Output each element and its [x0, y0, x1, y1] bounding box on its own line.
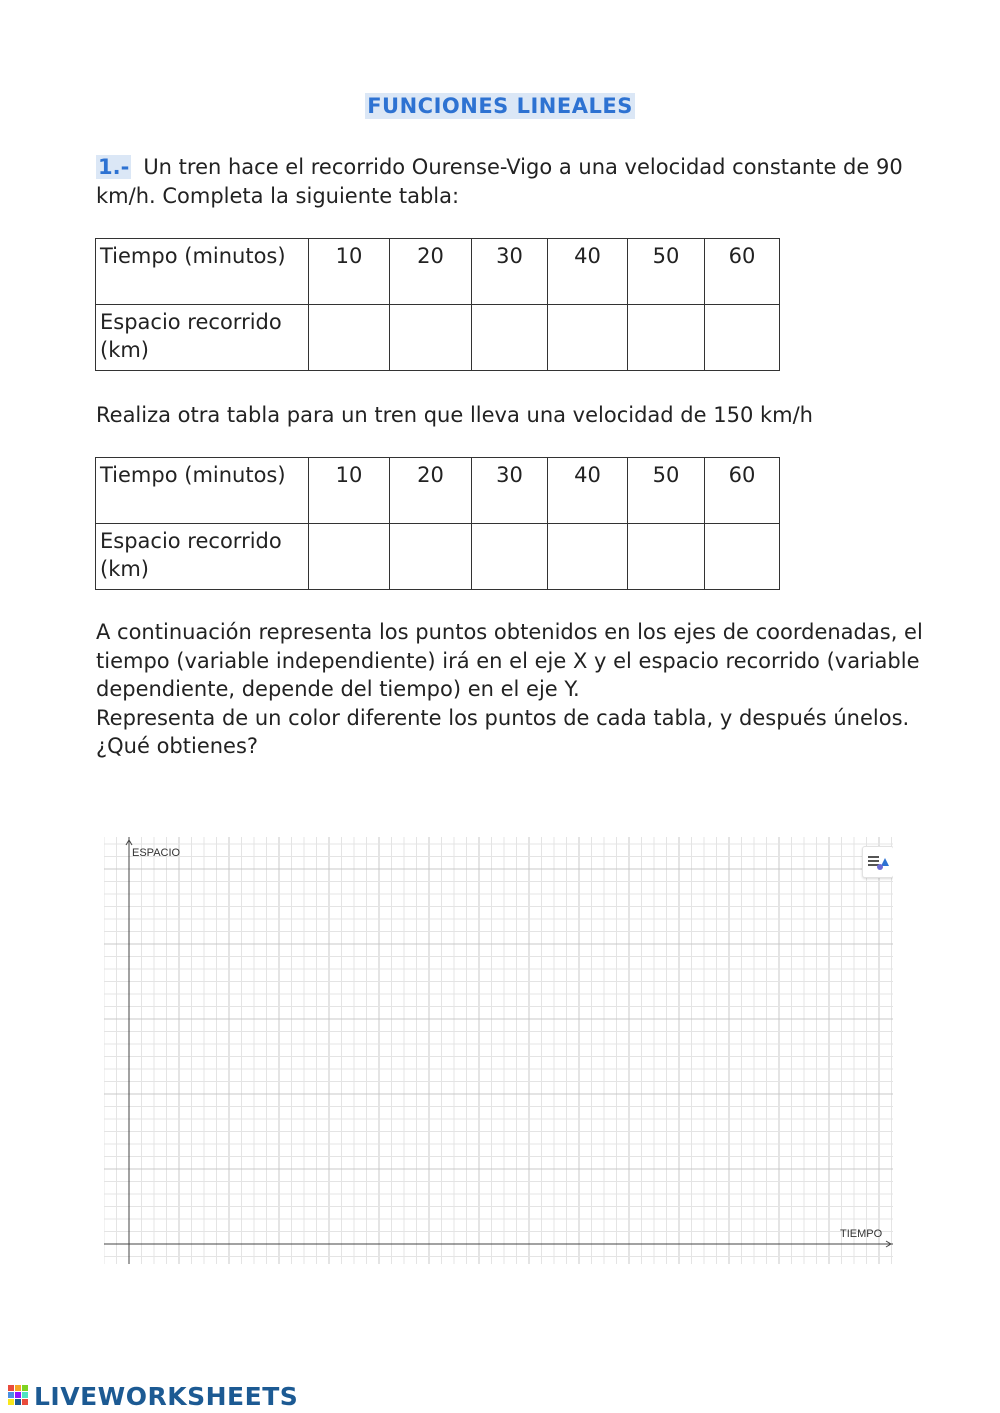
x-axis-label: TIEMPO — [840, 1228, 883, 1240]
exercise-intro-text: Un tren hace el recorrido Ourense-Vigo a una velocidad constante de 90 km/h. Completa la siguiente tabla: — [96, 155, 903, 208]
table2-distance-input[interactable] — [472, 524, 548, 590]
page-title — [0, 94, 1000, 118]
table1-time-cell: 30 — [472, 239, 548, 305]
table2-time-cell: 50 — [628, 458, 705, 524]
exercise-number: 1.- — [98, 155, 130, 179]
table2-time-cell: 20 — [390, 458, 472, 524]
table2-distance-header: Espacio recorrido (km) — [96, 524, 309, 590]
instructions-plot: Representa de un color diferente los puntos de cada tabla, y después únelos. ¿Qué obtienes? — [96, 705, 910, 758]
table1-time-header: Tiempo (minutos) — [96, 239, 309, 305]
graph-style-button[interactable] — [862, 846, 893, 878]
table2-time-cell: 30 — [472, 458, 548, 524]
table1-time-cell: 60 — [705, 239, 780, 305]
y-axis-label: ESPACIO — [132, 847, 181, 859]
table1-time-cell: 20 — [390, 239, 472, 305]
table2-distance-input[interactable] — [309, 524, 390, 590]
table1-time-cell: 10 — [309, 239, 390, 305]
table2-time-cell: 10 — [309, 458, 390, 524]
table2-distance-input[interactable] — [705, 524, 780, 590]
instructions-paragraph — [96, 618, 926, 761]
exercise-intro — [96, 153, 926, 210]
table2-distance-input[interactable] — [390, 524, 472, 590]
table1-distance-input[interactable] — [309, 305, 390, 371]
table1-distance-input[interactable] — [548, 305, 628, 371]
footer-brand: LIVEWORKSHEETS — [34, 1381, 299, 1411]
liveworksheets-logo-icon — [8, 1385, 30, 1407]
table2-distance-input[interactable] — [628, 524, 705, 590]
graph-grid[interactable] — [104, 837, 893, 1264]
table1-distance-input[interactable] — [705, 305, 780, 371]
page-title-text: FUNCIONES LINEALES — [367, 94, 633, 118]
table1-time-cell: 50 — [628, 239, 705, 305]
table1-distance-input[interactable] — [472, 305, 548, 371]
speed-table-90 — [95, 238, 780, 371]
second-prompt: Realiza otra tabla para un tren que lleva una velocidad de 150 km/h — [96, 403, 813, 427]
speed-table-150 — [95, 457, 780, 590]
table1-distance-header: Espacio recorrido (km) — [96, 305, 309, 371]
table2-time-header: Tiempo (minutos) — [96, 458, 309, 524]
table1-distance-input[interactable] — [628, 305, 705, 371]
footer — [8, 1381, 298, 1411]
graph-style-icon — [863, 847, 893, 877]
table2-time-cell: 60 — [705, 458, 780, 524]
table1-distance-input[interactable] — [390, 305, 472, 371]
table1-time-cell: 40 — [548, 239, 628, 305]
coordinate-graph[interactable] — [104, 837, 893, 1264]
instructions-axes: A continuación representa los puntos obtenidos en los ejes de coordenadas, el tiempo (variable independiente) irá en el eje X y el espacio recorrido (variable dependiente, depende del tiempo) en el eje Y. — [96, 620, 923, 701]
table2-time-cell: 40 — [548, 458, 628, 524]
table2-distance-input[interactable] — [548, 524, 628, 590]
